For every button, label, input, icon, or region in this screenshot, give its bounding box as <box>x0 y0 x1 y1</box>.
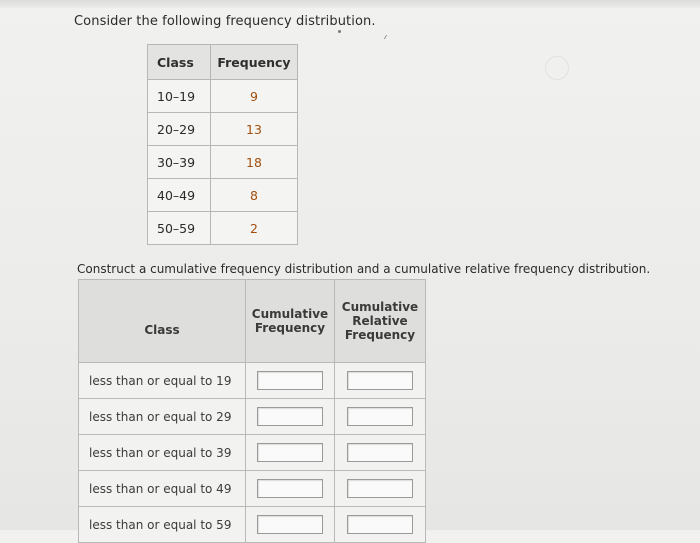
frequency-header: Frequency <box>211 45 298 80</box>
frequency-cell: 18 <box>211 146 298 179</box>
row-label: less than or equal to 39 <box>79 435 246 471</box>
cumulative-frequency-input[interactable] <box>257 515 323 534</box>
cumulative-relative-frequency-input[interactable] <box>347 443 413 462</box>
row-label: less than or equal to 19 <box>79 363 246 399</box>
table-row <box>79 507 426 543</box>
class-cell: 50–59 <box>148 212 211 245</box>
cumulative-table-header <box>79 280 426 363</box>
cumulative-relative-frequency-input[interactable] <box>347 371 413 390</box>
cumulative-relative-frequency-input[interactable] <box>347 515 413 534</box>
cumulative-relative-frequency-input[interactable] <box>347 479 413 498</box>
question-title: Consider the following frequency distribution. <box>74 14 376 29</box>
header-line: Frequency <box>344 328 416 342</box>
cumulative-frequency-header <box>246 280 335 363</box>
cumulative-frequency-cell <box>246 363 335 399</box>
cumulative-frequency-cell <box>246 399 335 435</box>
cumulative-relative-frequency-header <box>335 280 426 363</box>
cumulative-relative-frequency-input[interactable] <box>347 407 413 426</box>
cumulative-frequency-cell <box>246 471 335 507</box>
row-label: less than or equal to 59 <box>79 507 246 543</box>
frequency-cell: 9 <box>211 80 298 113</box>
table-row <box>148 212 298 245</box>
class-header: Class <box>148 45 211 80</box>
class-cell: 10–19 <box>148 80 211 113</box>
header-line: Cumulative <box>251 307 329 321</box>
table-row <box>79 399 426 435</box>
class-cell: 30–39 <box>148 146 211 179</box>
table-row <box>148 113 298 146</box>
table-row <box>79 471 426 507</box>
stray-mark <box>384 35 393 39</box>
cumulative-table <box>78 279 426 543</box>
cumulative-frequency-cell <box>246 435 335 471</box>
table-row <box>79 363 426 399</box>
cumulative-frequency-input[interactable] <box>257 479 323 498</box>
class-cell: 20–29 <box>148 113 211 146</box>
faint-circle-mark <box>545 56 569 80</box>
cumulative-frequency-cell <box>246 507 335 543</box>
cumulative-relative-frequency-cell <box>335 507 426 543</box>
frequency-table-header <box>148 45 298 80</box>
class-header: Class <box>79 280 246 363</box>
frequency-cell: 8 <box>211 179 298 212</box>
row-label: less than or equal to 29 <box>79 399 246 435</box>
stray-dot <box>338 30 341 33</box>
class-cell: 40–49 <box>148 179 211 212</box>
row-label: less than or equal to 49 <box>79 471 246 507</box>
cumulative-relative-frequency-cell <box>335 435 426 471</box>
table-row <box>148 80 298 113</box>
table-row <box>148 179 298 212</box>
frequency-cell: 2 <box>211 212 298 245</box>
cumulative-frequency-input[interactable] <box>257 443 323 462</box>
table-row <box>148 146 298 179</box>
header-line: Cumulative <box>341 300 419 314</box>
frequency-cell: 13 <box>211 113 298 146</box>
table-row <box>79 435 426 471</box>
top-edge <box>0 0 700 8</box>
cumulative-relative-frequency-cell <box>335 471 426 507</box>
frequency-table <box>147 44 298 245</box>
cumulative-relative-frequency-cell <box>335 399 426 435</box>
header-line: Relative <box>352 314 408 328</box>
question-instruction: Construct a cumulative frequency distribution and a cumulative relative frequency distribution. <box>77 262 651 276</box>
header-line: Frequency <box>254 321 326 335</box>
cumulative-relative-frequency-cell <box>335 363 426 399</box>
cumulative-frequency-input[interactable] <box>257 407 323 426</box>
cumulative-frequency-input[interactable] <box>257 371 323 390</box>
